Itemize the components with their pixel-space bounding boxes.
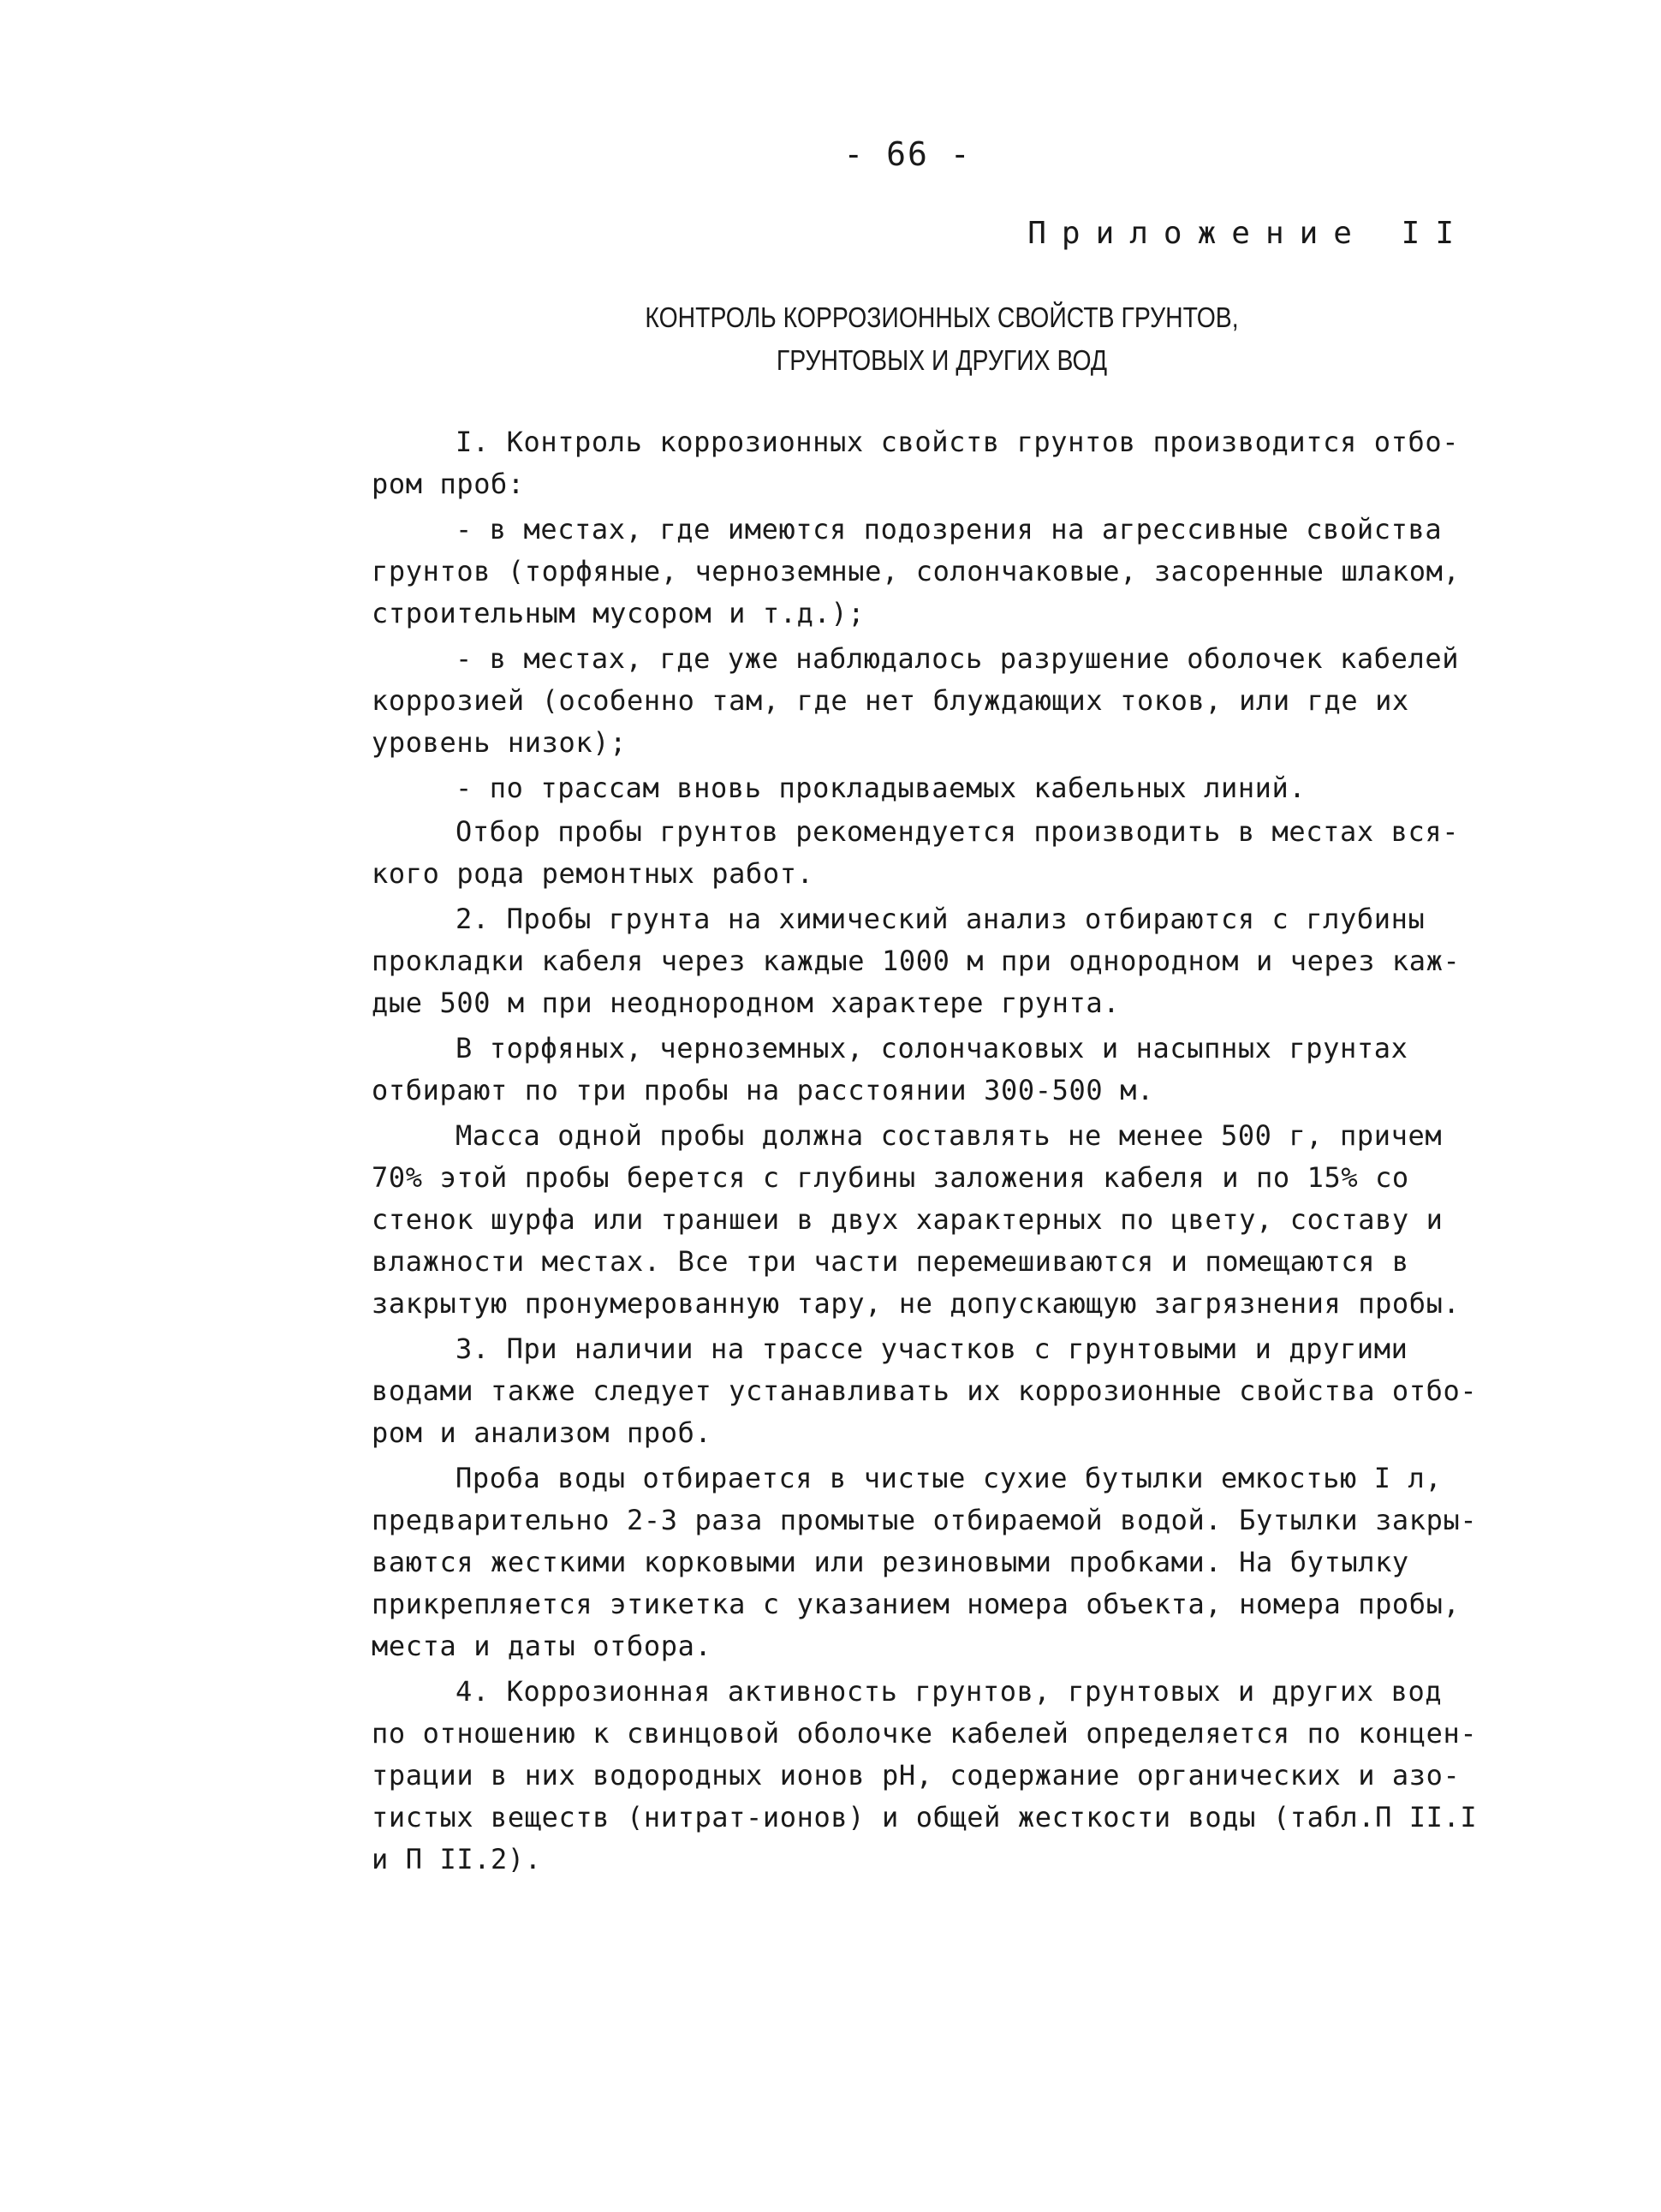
body-line: Отбор пробы грунтов рекомендуется производить в местах вся- bbox=[455, 815, 1460, 848]
body-text bbox=[372, 421, 1485, 1881]
body-line: влажности местах. Все три части перемешиваются и помещаются в bbox=[372, 1245, 1409, 1278]
body-line: - в местах, где уже наблюдалось разрушение оболочек кабелей bbox=[455, 642, 1460, 675]
body-line: стенок шурфа или траншеи в двух характерных по цвету, составу и bbox=[372, 1203, 1444, 1236]
body-line: отбирают по три пробы на расстоянии 300-500 м. bbox=[372, 1074, 1154, 1106]
body-line: 3. При наличии на трассе участков с грунтовыми и другими bbox=[455, 1333, 1408, 1365]
body-line: трации в них водородных ионов pH, содержание органических и азо- bbox=[372, 1759, 1461, 1792]
title-line-1: КОНТРОЛЬ КОРРОЗИОННЫХ СВОЙСТВ ГРУНТОВ, bbox=[645, 301, 1239, 333]
body-line: ром и анализом проб. bbox=[372, 1416, 712, 1449]
document-title bbox=[574, 296, 1310, 382]
body-line: и П II.2). bbox=[372, 1843, 542, 1875]
body-line: - по трассам вновь прокладываемых кабельных линий. bbox=[455, 772, 1307, 804]
body-line: - в местах, где имеются подозрения на агрессивные свойства bbox=[455, 513, 1443, 546]
body-line: грунтов (торфяные, черноземные, солончаковые, засоренные шлаком, bbox=[372, 555, 1461, 587]
body-line: тистых веществ (нитрат-ионов) и общей жесткости воды (табл.П II.I bbox=[372, 1801, 1478, 1833]
body-line: ром проб: bbox=[372, 468, 525, 500]
body-line: водами также следует устанавливать их коррозионные свойства отбо- bbox=[372, 1374, 1478, 1407]
body-line: 4. Коррозионная активность грунтов, грунтовых и других вод bbox=[455, 1675, 1443, 1708]
body-line: В торфяных, черноземных, солончаковых и насыпных грунтах bbox=[455, 1032, 1408, 1064]
body-line: предварительно 2-3 раза промытые отбираемой водой. Бутылки закры- bbox=[372, 1504, 1478, 1536]
title-line-2: ГРУНТОВЫХ И ДРУГИХ ВОД bbox=[776, 344, 1108, 376]
body-line: прикрепляется этикетка с указанием номера объекта, номера пробы, bbox=[372, 1588, 1461, 1620]
body-line: по отношению к свинцовой оболочке кабелей определяется по концен- bbox=[372, 1717, 1478, 1750]
body-line: уровень низок); bbox=[372, 726, 627, 759]
body-line: строительным мусором и т.д.); bbox=[372, 597, 866, 629]
body-line: Масса одной пробы должна составлять не менее 500 г, причем bbox=[455, 1119, 1443, 1152]
body-line: прокладки кабеля через каждые 1000 м при однородном и через каж- bbox=[372, 945, 1461, 977]
body-line: коррозией (особенно там, где нет блуждающих токов, или где их bbox=[372, 684, 1409, 717]
body-line: закрытую пронумерованную тару, не допускающую загрязнения пробы. bbox=[372, 1287, 1461, 1320]
body-line: 70% этой пробы берется с глубины заложения кабеля и по 15% со bbox=[372, 1161, 1409, 1194]
page-number: - 66 - bbox=[843, 135, 972, 173]
body-line: I. Контроль коррозионных свойств грунтов производится отбо- bbox=[455, 426, 1460, 458]
body-line: кого рода ремонтных работ. bbox=[372, 857, 814, 890]
body-line: Проба воды отбирается в чистые сухие бутылки емкостью I л, bbox=[455, 1462, 1443, 1494]
appendix-label: Приложение II bbox=[1027, 216, 1469, 251]
body-line: дые 500 м при неоднородном характере грунта. bbox=[372, 987, 1121, 1019]
body-line: 2. Пробы грунта на химический анализ отбираются с глубины bbox=[455, 903, 1426, 935]
body-line: места и даты отбора. bbox=[372, 1630, 712, 1662]
body-line: ваются жесткими корковыми или резиновыми пробками. На бутылку bbox=[372, 1546, 1409, 1578]
